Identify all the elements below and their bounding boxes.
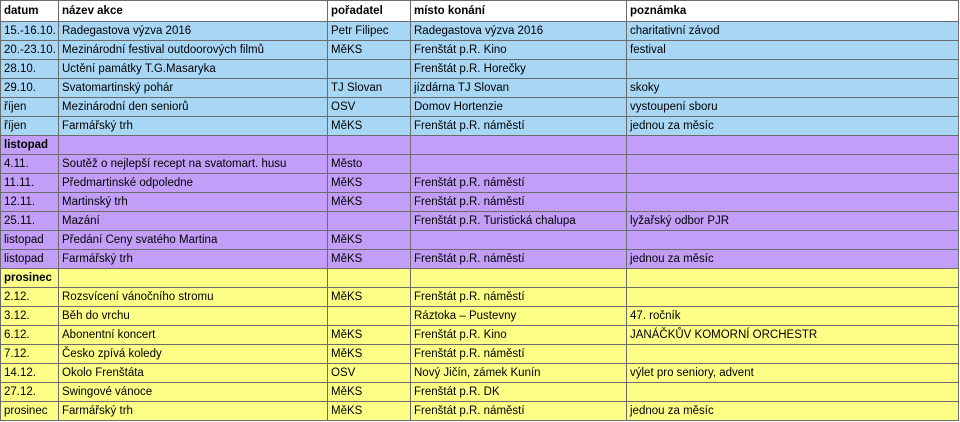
header-datum: datum [1, 1, 59, 22]
cell-datum: prosinec [1, 402, 59, 421]
table-row [1, 98, 959, 117]
cell-nazev-akce: Martinský trh [59, 193, 328, 212]
cell-misto-konani [411, 269, 627, 288]
cell-nazev-akce: Česko zpívá koledy [59, 345, 328, 364]
cell-poznamka: charitativní závod [627, 22, 959, 41]
cell-poznamka: výlet pro seniory, advent [627, 364, 959, 383]
cell-misto-konani: Frenštát p.R. Kino [411, 326, 627, 345]
cell-misto-konani: Domov Hortenzie [411, 98, 627, 117]
cell-nazev-akce: Okolo Frenštáta [59, 364, 328, 383]
table-row [1, 231, 959, 250]
cell-misto-konani [411, 231, 627, 250]
cell-poradatel [328, 269, 411, 288]
cell-nazev-akce: Předmartinské odpoledne [59, 174, 328, 193]
cell-misto-konani: Frenštát p.R. náměstí [411, 345, 627, 364]
table-row [1, 288, 959, 307]
cell-misto-konani: Frenštát p.R. náměstí [411, 250, 627, 269]
cell-datum: 4.11. [1, 155, 59, 174]
cell-datum: 6.12. [1, 326, 59, 345]
table-row [1, 193, 959, 212]
cell-poradatel: MěKS [328, 383, 411, 402]
cell-datum: 25.11. [1, 212, 59, 231]
cell-poznamka [627, 345, 959, 364]
cell-misto-konani: Frenštát p.R. DK [411, 383, 627, 402]
cell-poradatel: MěKS [328, 117, 411, 136]
cell-poradatel: MěKS [328, 41, 411, 60]
cell-poradatel: OSV [328, 98, 411, 117]
cell-misto-konani: Radegastova výzva 2016 [411, 22, 627, 41]
cell-datum: 20.-23.10. [1, 41, 59, 60]
cell-misto-konani: Frenštát p.R. náměstí [411, 402, 627, 421]
cell-datum: 14.12. [1, 364, 59, 383]
table-row [1, 174, 959, 193]
cell-poznamka [627, 288, 959, 307]
cell-datum: listopad [1, 231, 59, 250]
cell-poradatel: MěKS [328, 345, 411, 364]
cell-misto-konani: Frenštát p.R. náměstí [411, 193, 627, 212]
cell-poznamka [627, 193, 959, 212]
cell-datum: 3.12. [1, 307, 59, 326]
cell-poznamka: lyžařský odbor PJR [627, 212, 959, 231]
table-row [1, 22, 959, 41]
cell-poznamka [627, 155, 959, 174]
table-row [1, 41, 959, 60]
cell-datum: prosinec [1, 269, 59, 288]
cell-poradatel: OSV [328, 364, 411, 383]
month-header-row [1, 136, 959, 155]
cell-poznamka: jednou za měsíc [627, 250, 959, 269]
cell-misto-konani [411, 155, 627, 174]
cell-poradatel: Město [328, 155, 411, 174]
cell-poznamka: jednou za měsíc [627, 402, 959, 421]
table-row [1, 155, 959, 174]
cell-nazev-akce: Mazání [59, 212, 328, 231]
cell-datum: listopad [1, 136, 59, 155]
cell-poradatel: MěKS [328, 402, 411, 421]
table-row [1, 60, 959, 79]
cell-nazev-akce: Rozsvícení vánočního stromu [59, 288, 328, 307]
cell-poradatel: MěKS [328, 326, 411, 345]
cell-nazev-akce [59, 136, 328, 155]
cell-poradatel [328, 307, 411, 326]
cell-datum: říjen [1, 98, 59, 117]
cell-poznamka: JANÁČKŮV KOMORNÍ ORCHESTR [627, 326, 959, 345]
month-header-row [1, 269, 959, 288]
cell-datum: 28.10. [1, 60, 59, 79]
cell-nazev-akce: Radegastova výzva 2016 [59, 22, 328, 41]
cell-misto-konani: Frenštát p.R. náměstí [411, 288, 627, 307]
cell-misto-konani: Frenštát p.R. Kino [411, 41, 627, 60]
cell-poznamka: skoky [627, 79, 959, 98]
cell-datum: 27.12. [1, 383, 59, 402]
cell-poradatel: MěKS [328, 288, 411, 307]
cell-poznamka [627, 136, 959, 155]
cell-datum: říjen [1, 117, 59, 136]
table-row [1, 402, 959, 421]
cell-misto-konani: Frenštát p.R. Horečky [411, 60, 627, 79]
cell-datum: 29.10. [1, 79, 59, 98]
cell-nazev-akce: Uctění památky T.G.Masaryka [59, 60, 328, 79]
cell-poznamka: festival [627, 41, 959, 60]
cell-poradatel [328, 60, 411, 79]
table-row [1, 307, 959, 326]
cell-nazev-akce: Swingové vánoce [59, 383, 328, 402]
cell-nazev-akce: Farmářský trh [59, 117, 328, 136]
cell-datum: 11.11. [1, 174, 59, 193]
cell-misto-konani: Frenštát p.R. náměstí [411, 117, 627, 136]
cell-misto-konani: Ráztoka – Pustevny [411, 307, 627, 326]
header-nazev-akce: název akce [59, 1, 328, 22]
cell-nazev-akce: Běh do vrchu [59, 307, 328, 326]
cell-nazev-akce [59, 269, 328, 288]
cell-misto-konani: Frenštát p.R. náměstí [411, 174, 627, 193]
table-row [1, 364, 959, 383]
cell-misto-konani: jízdárna TJ Slovan [411, 79, 627, 98]
cell-poznamka [627, 231, 959, 250]
cell-poradatel: MěKS [328, 250, 411, 269]
cell-nazev-akce: Soutěž o nejlepší recept na svatomart. husu [59, 155, 328, 174]
table-row [1, 212, 959, 231]
cell-poznamka: 47. ročník [627, 307, 959, 326]
cell-misto-konani: Frenštát p.R. Turistická chalupa [411, 212, 627, 231]
cell-datum: 12.11. [1, 193, 59, 212]
table-row [1, 250, 959, 269]
cell-datum: listopad [1, 250, 59, 269]
cell-poradatel: TJ Slovan [328, 79, 411, 98]
cell-poradatel [328, 136, 411, 155]
cell-poradatel [328, 212, 411, 231]
cell-nazev-akce: Mezinárodní festival outdoorových filmů [59, 41, 328, 60]
cell-poznamka [627, 383, 959, 402]
header-poznamka: poznámka [627, 1, 959, 22]
cell-poradatel: MěKS [328, 174, 411, 193]
cell-nazev-akce: Mezinárodní den seniorů [59, 98, 328, 117]
cell-nazev-akce: Abonentní koncert [59, 326, 328, 345]
cell-poznamka: vystoupení sboru [627, 98, 959, 117]
table-row [1, 326, 959, 345]
cell-poradatel: Petr Filipec [328, 22, 411, 41]
cell-nazev-akce: Farmářský trh [59, 250, 328, 269]
cell-poradatel: MěKS [328, 193, 411, 212]
cell-datum: 7.12. [1, 345, 59, 364]
table-body [1, 22, 959, 421]
cell-nazev-akce: Svatomartinský pohár [59, 79, 328, 98]
cell-poznamka [627, 60, 959, 79]
cell-misto-konani [411, 136, 627, 155]
cell-poznamka: jednou za měsíc [627, 117, 959, 136]
table-row [1, 79, 959, 98]
cell-misto-konani: Nový Jičín, zámek Kunín [411, 364, 627, 383]
cell-nazev-akce: Farmářský trh [59, 402, 328, 421]
header-misto-konani: místo konání [411, 1, 627, 22]
cell-datum: 15.-16.10. [1, 22, 59, 41]
cell-poradatel: MěKS [328, 231, 411, 250]
cell-datum: 2.12. [1, 288, 59, 307]
cell-nazev-akce: Předání Ceny svatého Martina [59, 231, 328, 250]
cell-poznamka [627, 269, 959, 288]
cell-poznamka [627, 174, 959, 193]
table-row [1, 345, 959, 364]
table-row [1, 117, 959, 136]
header-poradatel: pořadatel [328, 1, 411, 22]
table-row [1, 383, 959, 402]
header-row [1, 1, 959, 22]
